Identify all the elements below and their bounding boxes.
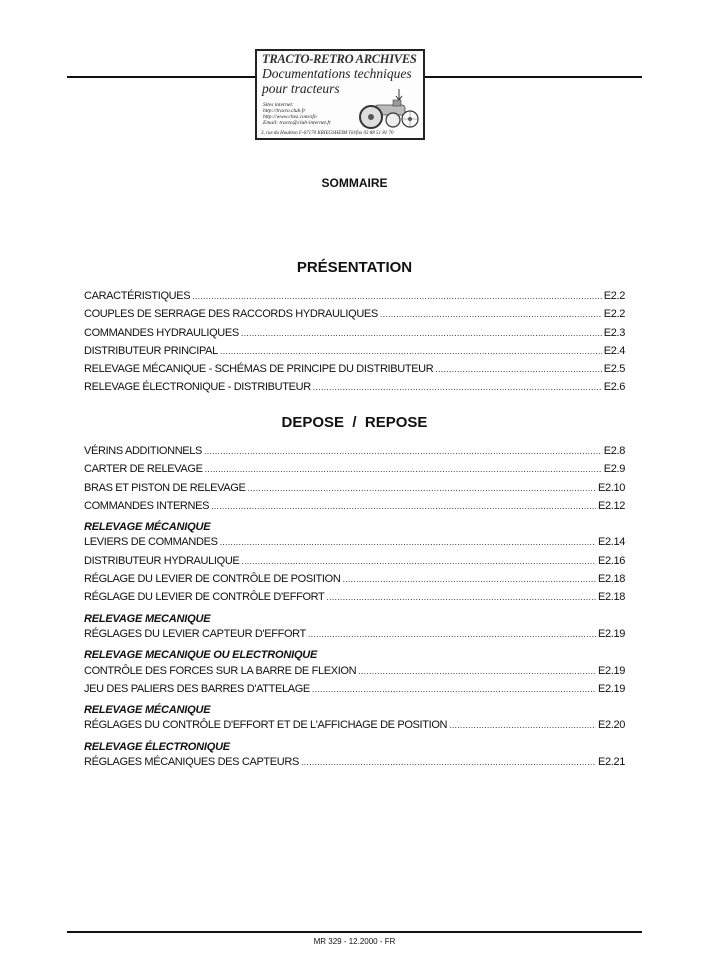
toc-leader-dots <box>326 592 596 602</box>
toc-entry-page: E2.6 <box>603 381 625 394</box>
toc-entry-page: E2.16 <box>598 554 625 567</box>
toc-entry-label: COUPLES DE SERRAGE DES RACCORDS HYDRAULIQUES <box>84 308 378 321</box>
toc-entry-label: DISTRIBUTEUR HYDRAULIQUE <box>84 554 240 567</box>
toc-leader-dots <box>313 382 602 392</box>
toc-entry-page: E2.8 <box>603 445 625 457</box>
toc-entry[interactable] <box>84 756 625 774</box>
toc-entry[interactable] <box>84 327 625 345</box>
toc-entry-label: RELEVAGE MÉCANIQUE - SCHÉMAS DE PRINCIPE DU DISTRIBUTEUR <box>84 363 434 376</box>
logo-site1: http://tracto.club.fr <box>263 108 306 114</box>
toc-entry-label: RELEVAGE ÉLECTRONIQUE - DISTRIBUTEUR <box>84 381 311 394</box>
toc-entry[interactable] <box>84 445 625 463</box>
toc-entry-page: E2.20 <box>598 719 625 732</box>
toc-leader-dots <box>358 666 596 676</box>
toc-leader-dots <box>247 483 596 493</box>
footer-rule <box>67 931 642 933</box>
toc-entry[interactable] <box>84 683 625 701</box>
toc-leader-dots <box>220 537 596 547</box>
toc-entry[interactable] <box>84 363 625 381</box>
toc-entry[interactable] <box>84 555 625 573</box>
toc-entry-page: E2.9 <box>603 463 625 476</box>
toc-entry[interactable] <box>84 381 625 399</box>
toc-entry[interactable] <box>84 345 625 363</box>
toc-entry-page: E2.3 <box>603 326 625 339</box>
toc-entry-page: E2.19 <box>598 664 625 677</box>
toc-subheading: RELEVAGE MECANIQUE <box>84 612 211 625</box>
toc-entry[interactable] <box>84 573 625 591</box>
toc-leader-dots <box>342 574 596 584</box>
toc-entry-page: E2.5 <box>603 363 625 376</box>
section-title-depose-repose: DEPOSE / REPOSE <box>281 414 428 431</box>
toc-leader-dots <box>220 346 602 356</box>
logo-site2: http://www.chez.com/sfo <box>263 114 317 120</box>
toc-entry-label: JEU DES PALIERS DES BARRES D'ATTELAGE <box>84 682 310 695</box>
toc-entry-page: E2.10 <box>598 481 625 494</box>
toc-entry[interactable] <box>84 665 625 683</box>
toc-leader-dots <box>241 556 596 566</box>
page-heading: SOMMAIRE <box>321 176 388 190</box>
toc-leader-dots <box>301 757 596 767</box>
toc-presentation <box>84 290 625 400</box>
toc-entry-label: LEVIERS DE COMMANDES <box>84 536 218 549</box>
logo-line2: pour tracteurs <box>262 81 340 96</box>
toc-entry-label: RÉGLAGE DU LEVIER DE CONTRÔLE D'EFFORT <box>84 591 325 604</box>
toc-entry[interactable] <box>84 591 625 609</box>
tracto-retro-logo <box>255 49 425 140</box>
header-rule-right <box>425 76 642 78</box>
toc-entry-page: E2.2 <box>603 308 625 321</box>
header-rule-left <box>67 76 255 78</box>
toc-entry-page: E2.19 <box>598 627 625 640</box>
toc-leader-dots <box>192 291 602 301</box>
toc-entry-label: CARACTÉRISTIQUES <box>84 290 191 302</box>
toc-entry[interactable] <box>84 500 625 518</box>
toc-entry-label: COMMANDES INTERNES <box>84 499 210 512</box>
toc-entry-label: CONTRÔLE DES FORCES SUR LA BARRE DE FLEXION <box>84 664 357 677</box>
tractor-icon <box>353 87 421 131</box>
toc-leader-dots <box>205 464 602 474</box>
logo-email: Email: tracto@club-internet.fr <box>263 120 331 126</box>
toc-leader-dots <box>204 446 602 456</box>
logo-title: TRACTO-RETRO ARCHIVES <box>262 52 417 66</box>
toc-entry-label: RÉGLAGES MÉCANIQUES DES CAPTEURS <box>84 756 299 769</box>
toc-leader-dots <box>312 684 596 694</box>
toc-leader-dots <box>308 629 596 639</box>
toc-entry[interactable] <box>84 482 625 500</box>
toc-entry-page: E2.19 <box>598 682 625 695</box>
toc-entry-label: VÉRINS ADDITIONNELS <box>84 445 203 457</box>
toc-entry-label: RÉGLAGES DU CONTRÔLE D'EFFORT ET DE L'AFFICHAGE DE POSITION <box>84 719 448 732</box>
toc-leader-dots <box>211 501 596 511</box>
toc-subheading: RELEVAGE ÉLECTRONIQUE <box>84 740 230 753</box>
toc-leader-dots <box>435 364 601 374</box>
toc-subheading: RELEVAGE MECANIQUE OU ELECTRONIQUE <box>84 649 318 662</box>
toc-entry-label: RÉGLAGE DU LEVIER DE CONTRÔLE DE POSITION <box>84 573 341 586</box>
toc-leader-dots <box>380 309 602 319</box>
toc-entry[interactable] <box>84 719 625 737</box>
footer-reference: MR 329 - 12.2000 - FR <box>313 937 396 946</box>
toc-entry-label: RÉGLAGES DU LEVIER CAPTEUR D'EFFORT <box>84 627 306 640</box>
toc-entry-label: COMMANDES HYDRAULIQUES <box>84 326 239 339</box>
toc-leader-dots <box>241 328 602 338</box>
toc-entry[interactable] <box>84 628 625 646</box>
toc-entry-label: CARTER DE RELEVAGE <box>84 463 203 476</box>
logo-line1: Documentations techniques <box>262 66 412 81</box>
toc-entry-page: E2.18 <box>598 591 625 604</box>
toc-entry-page: E2.18 <box>598 573 625 586</box>
toc-entry[interactable] <box>84 536 625 554</box>
toc-subheading: RELEVAGE MÉCANIQUE <box>84 521 211 534</box>
toc-entry-page: E2.12 <box>598 499 625 512</box>
toc-entry[interactable] <box>84 308 625 326</box>
toc-subheading: RELEVAGE MÉCANIQUE <box>84 704 211 717</box>
toc-entry[interactable] <box>84 463 625 481</box>
toc-entry[interactable] <box>84 290 625 308</box>
toc-entry-page: E2.2 <box>603 290 625 302</box>
toc-entry-page: E2.4 <box>603 344 625 357</box>
toc-entry-label: BRAS ET PISTON DE RELEVAGE <box>84 481 246 494</box>
section-title-presentation: PRÉSENTATION <box>296 259 413 276</box>
logo-address: 3, rue du Houblon F-67170 KRIEGSHEIM Tél/fax 03 88 51 81 70 <box>261 131 394 136</box>
toc-entry-page: E2.21 <box>598 756 625 769</box>
toc-entry-page: E2.14 <box>598 536 625 549</box>
logo-sites-label: Sites internet: <box>263 102 294 108</box>
toc-entry-label: DISTRIBUTEUR PRINCIPAL <box>84 344 218 357</box>
toc-leader-dots <box>449 720 596 730</box>
toc-depose-repose <box>84 445 625 774</box>
